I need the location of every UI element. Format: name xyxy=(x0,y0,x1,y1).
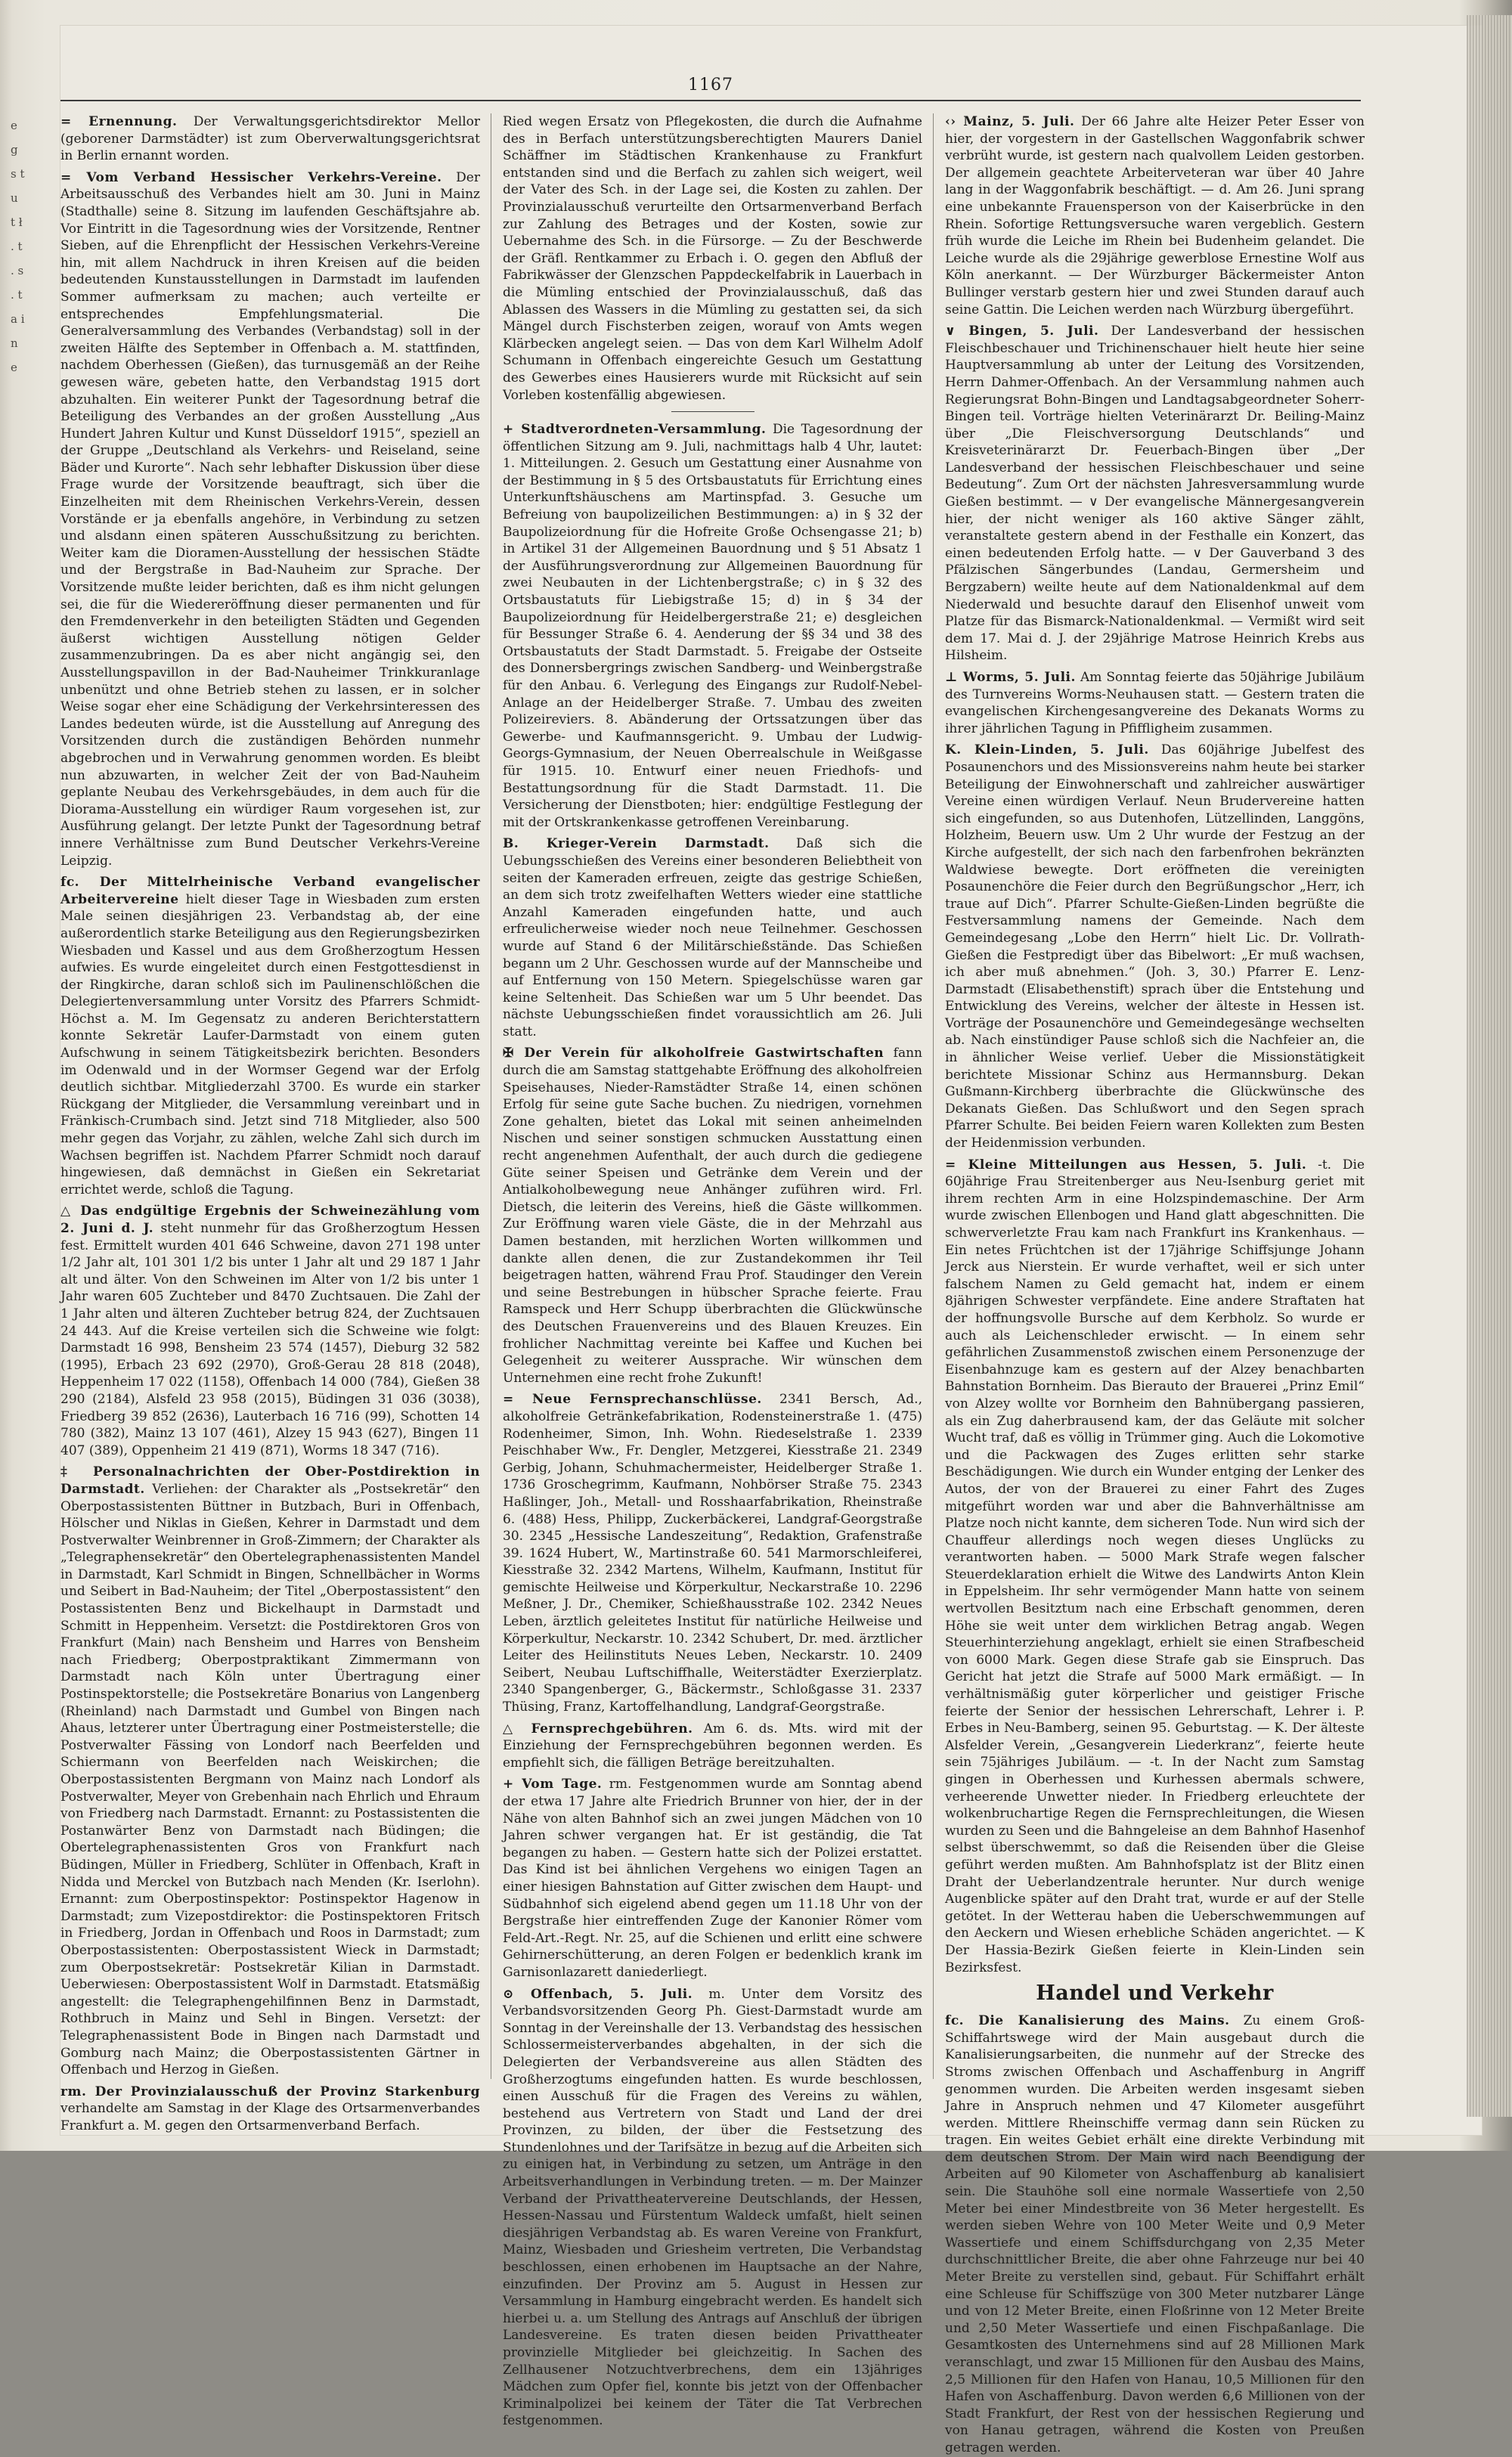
article-paragraph xyxy=(60,169,480,869)
article-paragraph xyxy=(503,835,922,1040)
article-body: Daß sich die Uebungsschießen des Vereins einer besonderen Beliebtheit von seiten der Kameraden erfreuen, zeigte das gestrige Schießen, an dem sich trotz zweifelhaften Wetters wieder eine stattliche Anzahl Kameraden eingefunden hatte, und auch erfreulicherweise wieder noch neue Teilnehmer. Geschossen wurde auf Stand 6 der Militärschießstände. Das Schießen begann um 2 Uhr. Geschossen wurde auf der Mannscheibe und auf Entfernung von 150 Metern. Spiegelschüsse waren gar keine Seltenheit. Das Schießen war um 5 Uhr beendet. Das nächste Uebungsschießen findet voraussichtlich am 26. Juli statt. xyxy=(503,836,922,1040)
article-heading: ⊥ Worms, 5. Juli. xyxy=(945,670,1076,685)
article-paragraph xyxy=(503,1045,922,1387)
article-heading: = Kleine Mitteilungen aus Hessen, 5. Juli. xyxy=(945,1157,1307,1173)
article-paragraph xyxy=(60,874,480,1198)
header-rule xyxy=(60,100,1361,101)
article-paragraph xyxy=(503,1391,922,1715)
article-body: Die Tagesordnung der öffentlichen Sitzung am 9. Juli, nachmittags halb 4 Uhr, lautet: 1. Mitteilungen. 2. Gesuch um Gestattung einer Ausnahme von der Bestimmung in § 5 des Ortsbaustatuts für Errichtung eines Unterkunftshäuschens am Martinspfad. 3. Gesuche um Befreiung von baupolizeilichen Bestimmungen: a) in § 32 der Baupolizeiordnung für die Hofreite Große Ochsengasse 21; b) in Artikel 31 der Allgemeinen Bauordnung und § 51 Absatz 1 der Ausführungsverordnung zur Allgemeinen Bauordnung für zwei Neubauten in der Lichtenbergstraße; c) in § 32 des Ortsbaustatuts für Liebigstraße 15; d) in § 34 der Baupolizeiordnung für Heidelbergerstraße 21; e) desgleichen für Bessunger Straße 6. 4. Aenderung der §§ 34 und 38 des Ortsbaustatuts der Stadt Darmstadt. 5. Freigabe der Ostseite des Donnersbergrings zwischen Sandberg- und Weinbergstraße für den Anbau. 6. Verlegung des Eingangs zur Rudolf-Nebel-Anlage an der Heidelberger Straße. 7. Umbau des zweiten Polizeireviers. 8. Abänderung der Ortssatzungen über das Gewerbe- und Kaufmannsgericht. 9. Umbau der Ludwig-Georgs-Gymnasium, der Neuen Oberrealschule in Weißgasse für 1915. 10. Entwurf einer neuen Friedhofs- und Bestattungsordnung für die Stadt Darmstadt. 11. Die Versicherung der Dienstboten; hier: endgültige Festlegung der mit der Ortskrankenkasse getroffenen Vereinbarung. xyxy=(503,422,922,830)
section-heading: Handel und Verkehr xyxy=(1036,1981,1274,2006)
article-heading: K. Klein-Linden, 5. Juli. xyxy=(945,742,1149,758)
article-paragraph xyxy=(60,2084,480,2135)
article-body: Am Sonntag feierte das 50jährige Jubiläum des Turnvereins Worms-Neuhausen statt. — Gestern traten die evangelischen Kirchengesangvereine des Dekanats Worms zu ihrer jährlichen Tagung in Pfiffligheim zusammen. xyxy=(945,670,1365,736)
article-heading: = Ernennung. xyxy=(60,114,178,129)
article-heading: rm. Der Provinzialausschuß der Provinz Starkenburg xyxy=(60,2084,480,2099)
article-paragraph xyxy=(945,1157,1365,1977)
article-heading: ⊙ Offenbach, 5. Juli. xyxy=(503,1986,693,2002)
article-heading: ∨ Bingen, 5. Juli. xyxy=(945,324,1099,339)
article-heading: △ Das endgültige Ergebnis der Schweinezählung vom 2. Juni d. J. xyxy=(60,1204,480,1236)
article-heading: ✠ Der Verein für alkoholfreie Gastwirtschaften xyxy=(503,1046,885,1061)
article-paragraph xyxy=(503,113,922,404)
article-heading: fc. Die Kanalisierung des Mains. xyxy=(945,2013,1230,2029)
article-heading: fc. Der Mittelrheinische Verband evangelischer Arbeitervereine xyxy=(60,875,480,907)
article-paragraph xyxy=(945,669,1365,737)
article-body: hielt dieser Tage in Wiesbaden zum ersten Male seinen diesjährigen 23. Verbandstag ab, der eine außerordentlich starke Beteiligung aus den Regierungsbezirken Wiesbaden und Kassel und aus dem Großherzogtum Hessen aufwies. Es wurde eingeleitet durch einen Festgottesdienst in der Ringkirche, daran schloß sich im Paulinenschlößchen die Delegiertenversammlung unter Vorsitz des Pfarrers Schmidt-Höchst a. M. Im Gegensatz zu anderen Berichterstattern konnte Sekretär Laufer-Darmstadt von einem guten Aufschwung in seinem Tätigkeitsbezirk berichten. Besonders im Odenwald und in der Wormser Gegend war der Erfolg deutlich sichtbar. Mitgliederzahl 3700. Es wurde ein starker Rückgang der Mitglieder, die Versammlung vereinbart und in Fränkisch-Crumbach sind. Jetzt sind 718 Mitglieder, also 500 mehr gegen das Vorjahr, zu zählen, welche Zahl sich durch im Wachsen begriffen ist. Nachdem Pfarrer Schmidt noch darauf hingewiesen, daß demnächst in Gießen ein Sekretariat errichtet werde, schloß die Tagung. xyxy=(60,891,481,1198)
article-body: steht nunmehr für das Großherzogtum Hessen fest. Ermittelt wurden 401 646 Schweine, davon 271 198 unter 1/2 Jahr alt, 101 301 1/2 bis unter 1 Jahr alt und 29 187 1 Jahr alt und älter. Von den Schweinen im Alter von 1/2 bis unter 1 Jahr waren 605 Zuchteber und 8470 Zuchtsauen. Die Zahl der 1 Jahr alten und älteren Zuchteber betrug 824, der Zuchtsauen 24 443. Auf die Kreise verteilen sich die Schweine wie folgt: Darmstadt 16 998, Bensheim 23 574 (1457), Dieburg 32 582 (1995), Erbach 23 692 (2970), Groß-Gerau 28 818 (2048), Heppenheim 17 022 (1158), Offenbach 14 000 (784), Gießen 38 290 (2184), Alsfeld 23 958 (2015), Büdingen 31 036 (3038), Friedberg 39 852 (2636), Lauterbach 16 716 (99), Schotten 14 780 (382), Mainz 13 107 (461), Alzey 15 943 (627), Bingen 11 407 (389), Oppenheim 21 419 (871), Worms 18 347 (716). xyxy=(60,1221,480,1458)
column-right xyxy=(945,113,1365,2455)
article-body: Der Verwaltungsgerichtsdirektor Mellor (geborener Darmstädter) ist zum Oberverwaltungsgerichtsrat in Berlin ernannt worden. xyxy=(60,114,480,164)
article-heading: △ Fernsprechgebühren. xyxy=(503,1721,693,1737)
article-paragraph xyxy=(503,421,922,831)
article-body: Am 6. ds. Mts. wird mit der Einziehung der Fernsprechgebühren begonnen werden. Es empfiehlt sich, die fälligen Beträge bereitzuhalten. xyxy=(503,1721,923,1771)
article-heading: = Neue Fernsprechanschlüsse. xyxy=(503,1392,762,1408)
article-heading: + Vom Tage. xyxy=(503,1777,603,1792)
article-paragraph xyxy=(945,2012,1365,2456)
page-number: 1167 xyxy=(688,76,733,94)
article-paragraph xyxy=(60,1203,480,1459)
article-body: Ried wegen Ersatz von Pflegekosten, die durch die Aufnahme des in Berfach unterstützungsberechtigten Maurers Daniel Schäffner im Städtischen Krankenhause zu Frankfurt entstanden sind und die Berfach zu zahlen sich weigert, weil der Vater des Sch. in der Lage sei, die Kosten zu zahlen. Der Provinzialausschuß verurteilte den Ortsarmenverband Berfach zur Zahlung des Betrages und der Kosten, sowie zur Uebernahme des Sch. in die Fürsorge. — Zu der Beschwerde der Gräfl. Rentkammer zu Erbach i. O. gegen den Abfluß der Fabrikwässer der Glenzschen Pappdeckelfabrik in Lauerbach in die Mümling entschied der Provinzialausschuß, daß das Ablassen des Wassers in die Mümling zu gestatten sei, da sich Mängel durch Fischsterben zeigen, worauf von Amts wegen Klärbecken angelegt seien. — Das von dem Karl Wilhelm Adolf Schumann in Offenbach eingereichte Gesuch um Gestattung des Gewerbes eines Hausierers wurde mit Rücksicht auf sein Vorleben kostenfällig abgewiesen. xyxy=(503,114,922,403)
article-paragraph xyxy=(945,742,1365,1151)
separator-rule xyxy=(671,411,754,412)
article-body: Das 60jährige Jubelfest des Posaunenchors und des Missionsvereins nahm heute bei starker Beteiligung der Einwohnerschaft und zahlreicher auswärtiger Vereine einen würdigen Verlauf. Neun Brudervereine hatten sich eingefunden, so aus Dutenhofen, Lützellinden, Langgöns, Holzheim, Beuern usw. Um 2 Uhr wurde der Festzug an der Kirche aufgestellt, der sich nach den farbenfrohen bekränzten Waldwiese bewegte. Dort eröffneten die vereinigten Posaunenchöre die Feier durch den Begrüßungschor „Herr, ich traue auf Dich“. Pfarrer Schulte-Gießen-Linden begrüßte die Festversammlung namens der Gemeinde. Nach dem Gemeindegesang „Lobe den Herrn“ hielt Lic. Dr. Vollrath-Gießen die Festpredigt über das Bibelwort: „Er muß wachsen, ich aber muß abnehmen.“ (Joh. 3, 30.) Pfarrer E. Lenz-Darmstadt (Elisabethenstift) sprach über die Entstehung und Entwicklung des Vereins, welcher der älteste in Hessen ist. Vorträge der Posaunenchöre und Gemeindegesänge wechselten ab. Nach einstündiger Pause schloß sich die Nachfeier an, die in ähnlicher Weise verlief. Ueber die Missionstätigkeit berichtete Missionar Schinz aus Hermannsburg. Dekan Gußmann-Kirchberg überbrachte die Glückwünsche des Dekanats Gießen. Das Schlußwort und den Segen sprach Pfarrer Schulte. Bei beiden Feiern waren Kollekten zum Besten der Heidenmission verbunden. xyxy=(945,742,1365,1151)
article-body: Der Landesverband der hessischen Fleischbeschauer und Trichinenschauer hielt heute hier seine Hauptversammlung ab unter der Leitung des Vorsitzenden, Herrn Dahmer-Offenbach. An der Versammlung nahmen auch Regierungsrat Bohn-Bingen und Landtagsabgeordneter Soherr-Bingen teil. Vorträge hielten Veterinärarzt Dr. Beiling-Mainz über „Die Fleischversorgung Deutschlands“ und Kreisveterinärarzt Dr. Feuerbach-Bingen über „Der Landesverband der hessischen Fleischbeschauer und seine Bedeutung“. Zum Ort der nächsten Jahresversammlung wurde Gießen bestimmt. — ∨ Der evangelische Männergesangverein hier, der nicht weniger als 160 aktive Sänger zählt, veranstaltete gestern abend in der Festhalle ein Konzert, das einen bedeutenden Erfolg hatte. — ∨ Der Gauverband 3 des Pfälzischen Sängerbundes (Landau, Germersheim und Bergzabern) weilte heute auf dem Nationaldenkmal auf dem Niederwald und besuchte darauf den Elisenhof unweit vom Platze für das Bismarck-Nationaldenkmal. — Vermißt wird seit dem 17. Mai d. J. der 29jährige Matrose Heinrich Krebs aus Hilsheim. xyxy=(945,324,1365,664)
column-middle xyxy=(503,113,923,2429)
article-body: fann durch die am Samstag stattgehabte Eröffnung des alkoholfreien Speisehauses, Nieder-Ramstädter Straße 14, einen schönen Erfolg für seine gute Sache buchen. Zu niedrigen, vornehmen Zone gehalten, bietet das Lokal mit seinen anheimelnden Nischen und seiner sonstigen schmucken Ausstattung einen recht angenehmen Aufenthalt, der auch durch die gediegene Güte seiner Speisen und Getränke dem Verein und der Antialkoholbewegung neue Anhänger zuführen wird. Frl. Dietsch, die leiterin des Vereins, hieß die Gäste willkommen. Zur Eröffnung waren viele Gäste, die in der Mehrzahl aus Damen bestanden, mit herzlichen Worten willkommen und dankte allen denen, die zur Zustandekommen ihr Teil beigetragen hatten, während Frau Prof. Staudinger den Verein und seine Bestrebungen in hübscher Sprache feierte. Frau Ramspeck und Herr Schupp überbrachten die Glückwünsche des Deutschen Frauenvereins und des Blauen Kreuzes. Ein frohlicher Nachmittag vereinte bei Kaffee und Kuchen bei Gelegenheit zu weiterer Aussprache. Wir wünschen dem Unternehmen eine recht frohe Zukunft! xyxy=(503,1046,922,1386)
article-body: Der Arbeitsausschuß des Verbandes hielt am 30. Juni in Mainz (Stadthalle) seine 8. Sitzung im laufenden Geschäftsjahre ab. Vor Eintritt in die Tagesordnung wies der Vorsitzende, Rentner Sieben, auf die Ehrenpflicht der Hessischen Verkehrs-Vereine hin, mit allem Nachdruck in ihren Kreisen auf die beiden bedeutenden Kunstausstellungen in Darmstadt im laufenden Sommer aufmerksam zu machen; auch verteilte er entsprechendes Empfehlungsmaterial. Die Generalversammlung des Verbandes (Verbandstag) soll in der zweiten Hälfte des September in Offenbach a. M. stattfinden, nachdem Oberhessen (Gießen), das turnusgemäß an der Reihe gewesen wäre, gebeten hatte, den Verbandstag 1915 dort abzuhalten. Ein weiterer Punkt der Tagesordnung betraf die Beteiligung des Verbandes an der großen Ausstellung „Aus Hundert Jahren Kultur und Kunst Düsseldorf 1915“, speziell an der Gruppe „Deutschland als Verkehrs- und Reiseland, seine Bäder und Kurorte“. Nach sehr lebhafter Diskussion über diese Frage wurde der Vorsitzende beauftragt, sich über die Einzelheiten mit dem Rheinischen Verkehrs-Verein, dessen Vorstände er ja ebenfalls angehöre, in Verbindung zu setzen und alsdann einen späteren Ausschußsitzung zu berichten. Weiter kam die Dioramen-Ausstellung der hessischen Städte und der Bergstraße in Bad-Nauheim zur Sprache. Der Vorsitzende mußte leider berichten, daß es ihm nicht gelungen sei, die für die Wiedereröffnung dieser permanenten und für den Fremdenverkehr in den beteiligten Städten und Gegenden äußerst wichtigen Ausstellung nötigen Gelder zusammenzubringen. Da es aber nicht angängig sei, den Ausstellungspavillon in der Bad-Nauheimer Trinkkuranlage unbenützt und ohne Betrieb stehen zu lassen, er in solcher Weise sogar eher eine Schädigung der Verkehrsinteressen des Landes bedeuten würde, ist die Ausstellung auf Anregung des Vorsitzenden durch die zuständigen Behörden nunmehr abgebrochen und in Verwahrung genommen worden. Es bleibt nun abzuwarten, in welcher Zeit der von Bad-Nauheim geplante Neubau des Verkehrsgebäudes, in dem auch für die Diorama-Ausstellung ein würdiger Raum vorgesehen ist, zur Ausführung gelangt. Der letzte Punkt der Tagesordnung betraf innere Verhältnisse zum Bund Deutscher Verkehrs-Vereine Leipzig. xyxy=(60,169,480,869)
article-heading: ‹› Mainz, 5. Juli. xyxy=(945,114,1075,129)
article-body: Verliehen: der Charakter als „Postsekretär“ den Oberpostassistenten Büttner in Butzbach, Buri in Offenbach, Hölscher und Niklas in Gießen, Kehrer in Darmstadt und dem Postverwalter Weinbrenner in Groß-Zimmern; der Charakter als „Telegraphensekretär“ den Obertelegraphenassistenten Mandel in Darmstadt, Karl Schmidt in Bingen, Schnellbächer in Worms und Seibert in Bad-Nauheim; der Titel „Oberpostassistent“ den Postassistenten Benz und Bickelhaupt in Darmstadt und Schmitt in Heppenheim. Versetzt: die Postdirektoren Gros von Frankfurt (Main) nach Bensheim und Harres von Bensheim nach Friedberg; Oberpostpraktikant Zimmermann von Darmstadt nach Köln unter Übertragung einer Postinspektorstelle; die Postsekretäre Bonarius von Langenberg (Rheinland) nach Darmstadt und Gumbel von Bingen nach Ahaus, letzterer unter Übertragung einer Postmeisterstelle; die Postverwalter Fässing von Londorf nach Beerfelden und Schiermann von Beerfelden nach Weiskirchen; die Oberpostassistenten Bergmann von Mainz nach Londorf als Postverwalter, Meyer von Grebenhain nach Ehrlich und Ehraum von Friedberg nach Darmstadt. Ernannt: zu Postassistenten die Postanwärter Benz von Darmstadt nach Büdingen; die Obertelegraphenassistenten Gros von Frankfurt nach Büdingen, Müller in Friedberg, Schlüter in Offenbach, Kraft in Nidda und Merckel von Butzbach nach Menden (Kr. Iserlohn). Ernannt: zum Oberpostinspektor: Postinspektor Hagenow in Darmstadt; zum Vizepostdirektor: die Postinspektoren Fritsch in Friedberg, Jordan in Offenbach und Roos in Darmstadt; zum Oberpostassistenten: Oberpostassistent Wieck in Darmstadt; zum Oberpostsekretär: Postsekretär Kilian in Darmstadt. Ueberwiesen: Oberpostassistent Wolf in Darmstadt. Etatsmäßig angestellt: die Telegraphengehilfinnen Benz in Darmstadt, Rothbruch in Mainz und Sehl in Bingen. Versetzt: der Telegraphenassistent Bode in Bingen nach Darmstadt und Gomburg nach Mainz; die Oberpostassistenten Gärtner in Offenbach und Herzog in Gießen. xyxy=(60,1481,480,2078)
article-heading: + Stadtverordneten-Versammlung. xyxy=(503,422,767,438)
article-paragraph xyxy=(503,1776,922,1981)
column-left xyxy=(60,113,481,2133)
article-paragraph xyxy=(503,1986,922,2430)
article-paragraph xyxy=(945,113,1365,318)
article-paragraph xyxy=(503,1721,922,1772)
left-margin-fragments: e g s t u t ł . t . s . t a i n e xyxy=(11,119,25,374)
article-body: -t. Die 60jährige Frau Streitenberger aus Neu-Isenburg geriet mit ihrem rechten Arm in eine Holzspindemaschine. Der Arm wurde zwischen Ellenbogen und Hand glatt abgeschnitten. Die schwerverletzte Frau kam nach Frankfurt ins Krankenhaus. — Ein netes Früchtchen ist der 17jährige Schiffsjunge Johann Jerck aus Nierstein. Er wurde verhaftet, weil er sich unter falschem Namen zu Geld gemacht hat, indem er einem 8jährigen Schwester verpfändete. Eine andere Straftaten hat der hoffnungsvolle Bursche auf dem Kerbholz. So wurde er auch als Leichenschleder erwischt. — In einem sehr gefährlichen Zusammenstoß zwischen einem Personenzuge der Eisenbahnzuge kam es gestern auf der Alzey benachbarten Bahnstation Bornheim. Das Bierauto der Brauerei „Prinz Emil“ von Alzey wollte vor Bornheim den Bahnübergang passieren, als ein Zug daherbrausend kam, der das Geläute mit solcher Wucht traf, daß es völlig in Trümmer ging. Auch die Lokomotive und die Packwagen des Zuges erlitten sehr starke Beschädigungen. Wie durch ein Wunder entging der Lenker des Autos, der von der Brauerei zu einer Fahrt des Zuges mitgeführt worden war und aber die Bahnverhältnisse am Platze noch nicht kannte, dem sicheren Tode. Nun wird sich der Chauffeur allerdings noch wegen dieses Unglücks zu verantworten haben. — 5000 Mark Strafe wegen falscher Steuerdeklaration erhielt die Witwe des Landwirts Anton Klein in Eppelsheim. Ihr sehr vermögender Mann hatte von seinem wertvollen Besitztum nach eine Erbschaft genommen, deren Höhe sie weit unter dem wirklichen Betrag angab. Wegen Steuerhinterziehung angeklagt, erhielt sie einen Strafbescheid von 6000 Mark. Gegen diese Strafe gab sie Einspruch. Das Gericht hat jetzt die Strafe auf 5000 Mark ermäßigt. — In verhältnismäßig guter körperlicher und geistiger Frische feierte der Senior der hessischen Lehrerschaft, Lehrer i. P. Erbes in Neu-Bamberg, seinen 95. Geburtstag. — K. Der älteste Alsfelder Verein, „Gesangverein Liederkranz“, feierte heute sein 75jähriges Jubiläum. — -t. In der Nacht zum Samstag gingen in Oberhessen und Kurhessen abermals schwere, verheerende Unwetter nieder. In Friedberg erleuchtete der wolkenbruchartige Regen die Fernsprechleitungen, die Wiesen wurden zu Seen und die Bahngeleise an dem Bahnhof Hasenhof selbst überschwemmt, so daß die Reisenden über die Gleise geführt werden mußten. Am Bahnhofsplatz ist der Blitz einen Draht der Ueberlandzentrale herunter. Nur durch wenige Augenblicke später auf den Draht trat, wurde er auf der Stelle getötet. In der Wetterau haben die Ueberschwemmungen auf den Aeckern und Wiesen erhebliche Schäden angerichtet. — K Der Hassia-Bezirk Gießen feierte in Klein-Linden sein Bezirksfest. xyxy=(945,1157,1365,1975)
article-body: 2341 Bersch, Ad., alkoholfreie Getränkefabrikation, Rodensteinerstraße 1. (475) Rodenheimer, Simon, Inh. Wohn. Riedeselstraße 1. 2339 Peischhaber Ww., Fr. Dengler, Metzgerei, Kiesstraße 21. 2349 Gerbig, Johann, Schuhmachermeister, Heidelberger Straße 1. 1736 Groschegrimm, Kaufmann, Nohbörser Straße 75. 2343 Haßlinger, Joh., Metall- und Rosshaarfabrikation, Rheinstraße 6. (488) Hess, Philipp, Zuckerbäckerei, Landgraf-Georgstraße 30. 2345 „Hessische Landeszeitung“, Redaktion, Grafenstraße 39. 1624 Hubert, W., Martinstraße 60. 541 Marmorschleiferei, Kiesstraße 32. 2342 Martens, Wilhelm, Kaufmann, Institut für gemischte Heilweise und Körperkultur, Neckarstraße 10. 2296 Meßner, J. Dr., Chemiker, Schießhausstraße 102. 2342 Neues Leben, ärztlich geleitetes Institut für natürliche Heilweise und Körperkultur, Neckarstr. 10. 2342 Schubert, Dr. med. ärztlicher Leiter des Heilinstituts Neues Leben, Neckarstr. 10. 2409 Seibert, Neubau Luftschiffhalle, Weiterstädter Exerzierplatz. 2340 Spangenberger, G., Bäckermstr., Schloßgasse 31. 2337 Thüsing, Franz, Kartoffelhandlung, Landgraf-Georgstraße. xyxy=(503,1392,922,1715)
article-heading: ‡ Personalnachrichten der Ober-Postdirektion in Darmstadt. xyxy=(60,1464,480,1497)
article-body: Der 66 Jahre alte Heizer Peter Esser von hier, der vorgestern in der Gastellschen Waggonfabrik schwer verbrüht wurde, ist gestern nach qualvollem Leiden gestorben. Der allgemein geachtete Arbeiterveteran war über 40 Jahre lang in der Waggonfabrik beschäftigt. — d. Am 26. Juni sprang eine unbekannte Frauensperson von der Kaiserbrücke in den Rhein. Sofortige Rettungsversuche waren vergeblich. Gestern früh wurde die Leiche im Rhein bei Budenheim gelandet. Die Leiche wurde als die 29jährige gewerblose Ernestine Wolf aus Köln anerkannt. — Der Würzburger Bäckermeister Anton Bullinger verstarb gestern hier und zwei Stunden darauf auch seine Gattin. Die Leichen werden nach Würzburg übergeführt. xyxy=(945,114,1365,318)
article-body: Zu einem Groß-Schiffahrtswege wird der Main ausgebaut durch die Kanalisierungsarbeiten, die nunmehr auf der Strecke des Stroms zwischen Offenbach und Aschaffenburg in Angriff genommen wurden. Die Arbeiten werden insgesamt sieben Jahre in Anspruch nehmen und 47 Kilometer ausgeführt werden. Mittlere Rheinschiffe vermag dann sein Rücken zu tragen. Ein weites Gebiet erhält eine direkte Verbindung mit dem deutschen Strom. Der Main wird nach Beendigung der Arbeiten auf 90 Kilometer von Aschaffenburg ab kanalisiert sein. Die Stauhöhe soll eine normale Wassertiefe von 2,50 Meter bei einer Mindestbreite von 36 Meter hergestellt. Es werden sieben Wehre von 100 Meter Weite und 0,9 Meter Wassertiefe und einem Schiffsdurchgang von 2,35 Meter durchschnittlicher Breite, die aber ohne Fahrzeuge nur bei 40 Meter Breite zu verstellen sind, gebaut. Für Schiffahrt erhält eine Schleuse für Schiffszüge von 300 Meter nutzbarer Länge und von 12 Meter Breite, einen Floßrinne von 12 Meter Breite und 2,50 Meter Wassertiefe und einen Fischpaßanlage. Die Gesamtkosten des Unternehmens sind auf 28 Millionen Mark veranschlagt, und zwar 15 Millionen für den Ausbau des Mains, 2,5 Millionen für den Hafen von Hanau, 10,5 Millionen für den Hafen von Aschaffenburg. Davon werden 6,6 Millionen von der Stadt Frankfurt, der Rest von der hessischen Regierung und von Hanau getragen, während die Kosten von Preußen getragen werden. xyxy=(945,2013,1365,2455)
article-heading: B. Krieger-Verein Darmstadt. xyxy=(503,836,770,852)
article-paragraph xyxy=(60,113,480,165)
book-page-edges xyxy=(1467,15,1512,2117)
article-heading: = Vom Verband Hessischer Verkehrs-Vereine. xyxy=(60,169,442,185)
article-paragraph xyxy=(945,323,1365,665)
article-paragraph xyxy=(60,1464,480,2078)
article-body: m. Unter dem Vorsitz des Verbandsvorsitzenden Georg Ph. Giest-Darmstadt wurde am Sonntag in der Vereinshalle der 13. Verbandstag des hessischen Schlossermeisterverbandes abgehalten, in der sich die Delegierten der Verbandsvereine aus allen Städten des Großherzogtums eingefunden hatten. Es wurde beschlossen, einen Ausschuß für die Fragen des Vereins zu wählen, bestehend aus Vertretern von Stadt und Land der drei Provinzen, zu bilden, der über die Festsetzung des Stundenlohnes und der Tarifsätze in bezug auf die Arbeiten sich zu einigen hat, in Verbindung zu setzen, um Anträge in den Arbeitsverhandlungen in Verbindung treten. — m. Der Mainzer Verband der Privattheatervereine Deutschlands, der Hessen, Hessen-Nassau und Fürstentum Waldeck umfaßt, hielt seinen diesjährigen Verbandstag ab. Es waren Vereine von Frankfurt, Mainz, Wiesbaden und Griesheim vertreten, Die Verbandstag beschlossen, einen erhobenen im Hauptsache an der Nahre, einzufinden. Der Provinz am 5. August in Hessen zur Versammlung in Hamburg eingebracht werden. Es handelt sich hierbei u. a. um Stellung des Antrags auf Anschluß der übrigen Landesvereine. Es traten diesen beiden Privattheater provinzielle Mitglieder bei gleichzeitig. In Sachen des Zellhausener Notzuchtverbrechens, dem ein 13jähriges Mädchen zum Opfer fiel, konnte bis jetzt von der Offenbacher Kriminalpolizei bei keinem der Täter die Tat Verbrechen festgenommen. xyxy=(503,1986,922,2429)
column-rule-right xyxy=(933,113,934,2079)
article-body: rm. Festgenommen wurde am Sonntag abend der etwa 17 Jahre alte Friedrich Brunner von hier, der in der Nähe von alten Bahnhof sich an zwei jungen Mädchen von 10 Jahren schwer vergangen hat. Er ist geständig, die Tat begangen zu haben. — Gestern hatte sich der Polizei erstattet. Das Kind ist bei ähnlichen Vergehens wo einigen Tagen an einer hiesigen Bahnstation auf Gitter zwischen dem Haupt- und Südbahnhof sich eigelend abend gegen um 11.18 Uhr von der Bergstraße hier eintreffenden Zuge der Kanonier Römer vom Feld-Art.-Regt. Nr. 25, auf die Schienen und erlitt eine schwere Gehirnerschütterung, an deren Folgen er bedenklich krank im Garnisonlazarett daniederliegt. xyxy=(503,1777,922,1980)
article-body: verhandelte am Samstag in der Klage des Ortsarmenverbandes Frankfurt a. M. gegen den Ortsarmenverband Berfach. xyxy=(60,2101,480,2133)
